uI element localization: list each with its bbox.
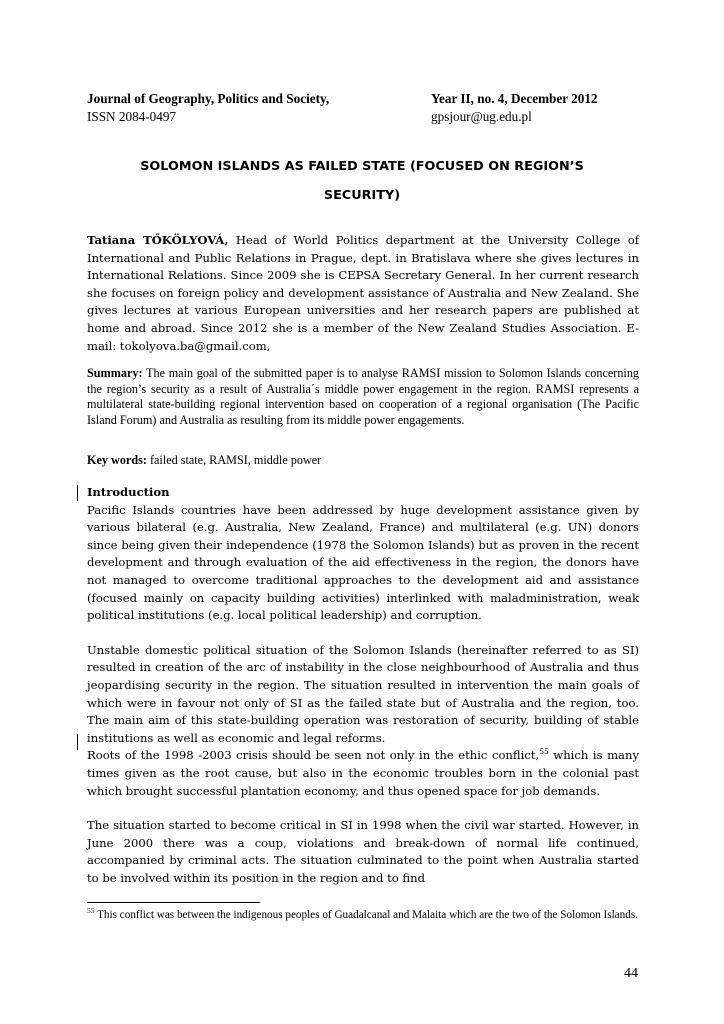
journal-header-right xyxy=(431,90,598,126)
footnote-reference[interactable]: 55 xyxy=(539,747,549,757)
journal-email: gpsjour@ug.edu.pl xyxy=(431,109,532,124)
paragraph-4: The situation started to become critical in SI in 1998 when the civil war started. However, in June 2000 there was a coup, violations and break-down of normal life continued, accompanied by criminal acts. The situation culminated to the point when Australia started to be involved within its position in the region and to find xyxy=(87,818,639,885)
summary-label: Summary: xyxy=(87,366,143,380)
page-number: 44 xyxy=(624,966,638,981)
paragraph-1: Pacific Islands countries have been addressed by huge development assistance given by various bilateral (e.g. Australia, New Zealand, France) and multilateral (e.g. UN) donors since being given their independence (1978 the Solomon Islands) but as proven in the recent development and through evaluation of the aid effectiveness in the region, the donors have not managed to overcome traditional approaches to the development aid and assistance (focused mainly on capacity building activities) interlinked with maladministration, weak political institutions (e.g. local political leadership) and corruption. xyxy=(87,502,639,623)
paragraph-3-text-b: which is many times given as the root cause, but also in the economic troubles born in the colonial past which brought successful plantation economy, and thus opened space for job demands. xyxy=(87,748,639,798)
keywords-label: Key words: xyxy=(87,453,147,467)
journal-issue: Year II, no. 4, December 2012 xyxy=(431,91,598,106)
paper-title-line-1: SOLOMON ISLANDS AS FAILED STATE (FOCUSED ON REGION’S xyxy=(140,159,584,174)
section-heading-introduction: Introduction xyxy=(87,485,170,499)
change-bar xyxy=(77,734,78,750)
journal-title: Journal of Geography, Politics and Society, xyxy=(87,91,330,106)
journal-issn: ISSN 2084-0497 xyxy=(87,109,177,124)
keywords xyxy=(87,453,639,469)
author-name: Tatiana TŐKÖLYOVÁ, xyxy=(87,233,229,247)
paper-title-line-2: SECURITY) xyxy=(323,188,401,203)
summary xyxy=(87,366,639,428)
journal-header-left xyxy=(87,90,329,126)
summary-text: The main goal of the submitted paper is to analyse RAMSI mission to Solomon Islands concerning the region’s security as a result of Australia´s middle power engagement in the region. RAMSI represents a multilateral state-building regional intervention based on cooperation of a regional organisation (The Pacific Island Forum) and Australia as resulting from its middle power engagements. xyxy=(87,366,640,427)
footnote-text: This conflict was between the indigenous peoples of Guadalcanal and Malaita which are the two of the Solomon Islands. xyxy=(94,909,638,921)
body-text xyxy=(87,484,639,887)
paragraph-3 xyxy=(87,747,639,800)
keywords-text: failed state, RAMSI, middle power xyxy=(149,453,322,467)
footnote xyxy=(87,907,639,924)
paragraph-3-text-a: Roots of the 1998 -2003 crisis should be seen not only in the ethic conflict, xyxy=(87,748,540,763)
author-bio xyxy=(87,232,639,355)
footnote-divider xyxy=(87,902,260,903)
author-bio-text: Head of World Politics department at the University College of International and Public Relations in Prague, dept. in Bratislava where she gives lectures in International Relations. Since 2009 she is CEPSA Secretary General. In her current research she focuses on foreign policy and development assistance of Australia and New Zealand. She gives lectures at various European universities and her research papers are published at home and abroad. Since 2012 she is a member of the New Zealand Studies Association. E-mail: tokolyova.ba@gmail.com, xyxy=(87,233,640,353)
change-bar xyxy=(77,485,78,501)
paragraph-2: Unstable domestic political situation of the Solomon Islands (hereinafter referred to as SI) resulted in creation of the arc of instability in the close neighbourhood of Australia and thus jeopardising security in the region. The situation resulted in intervention the main goals of which were in favour not only of SI as the failed state but of Australia and the region, too. The main aim of this state-building operation was restoration of security, building of stable institutions as well as economic and legal reforms. xyxy=(87,642,639,745)
paper-title xyxy=(87,152,637,210)
footnote-number: 55 xyxy=(87,906,95,915)
